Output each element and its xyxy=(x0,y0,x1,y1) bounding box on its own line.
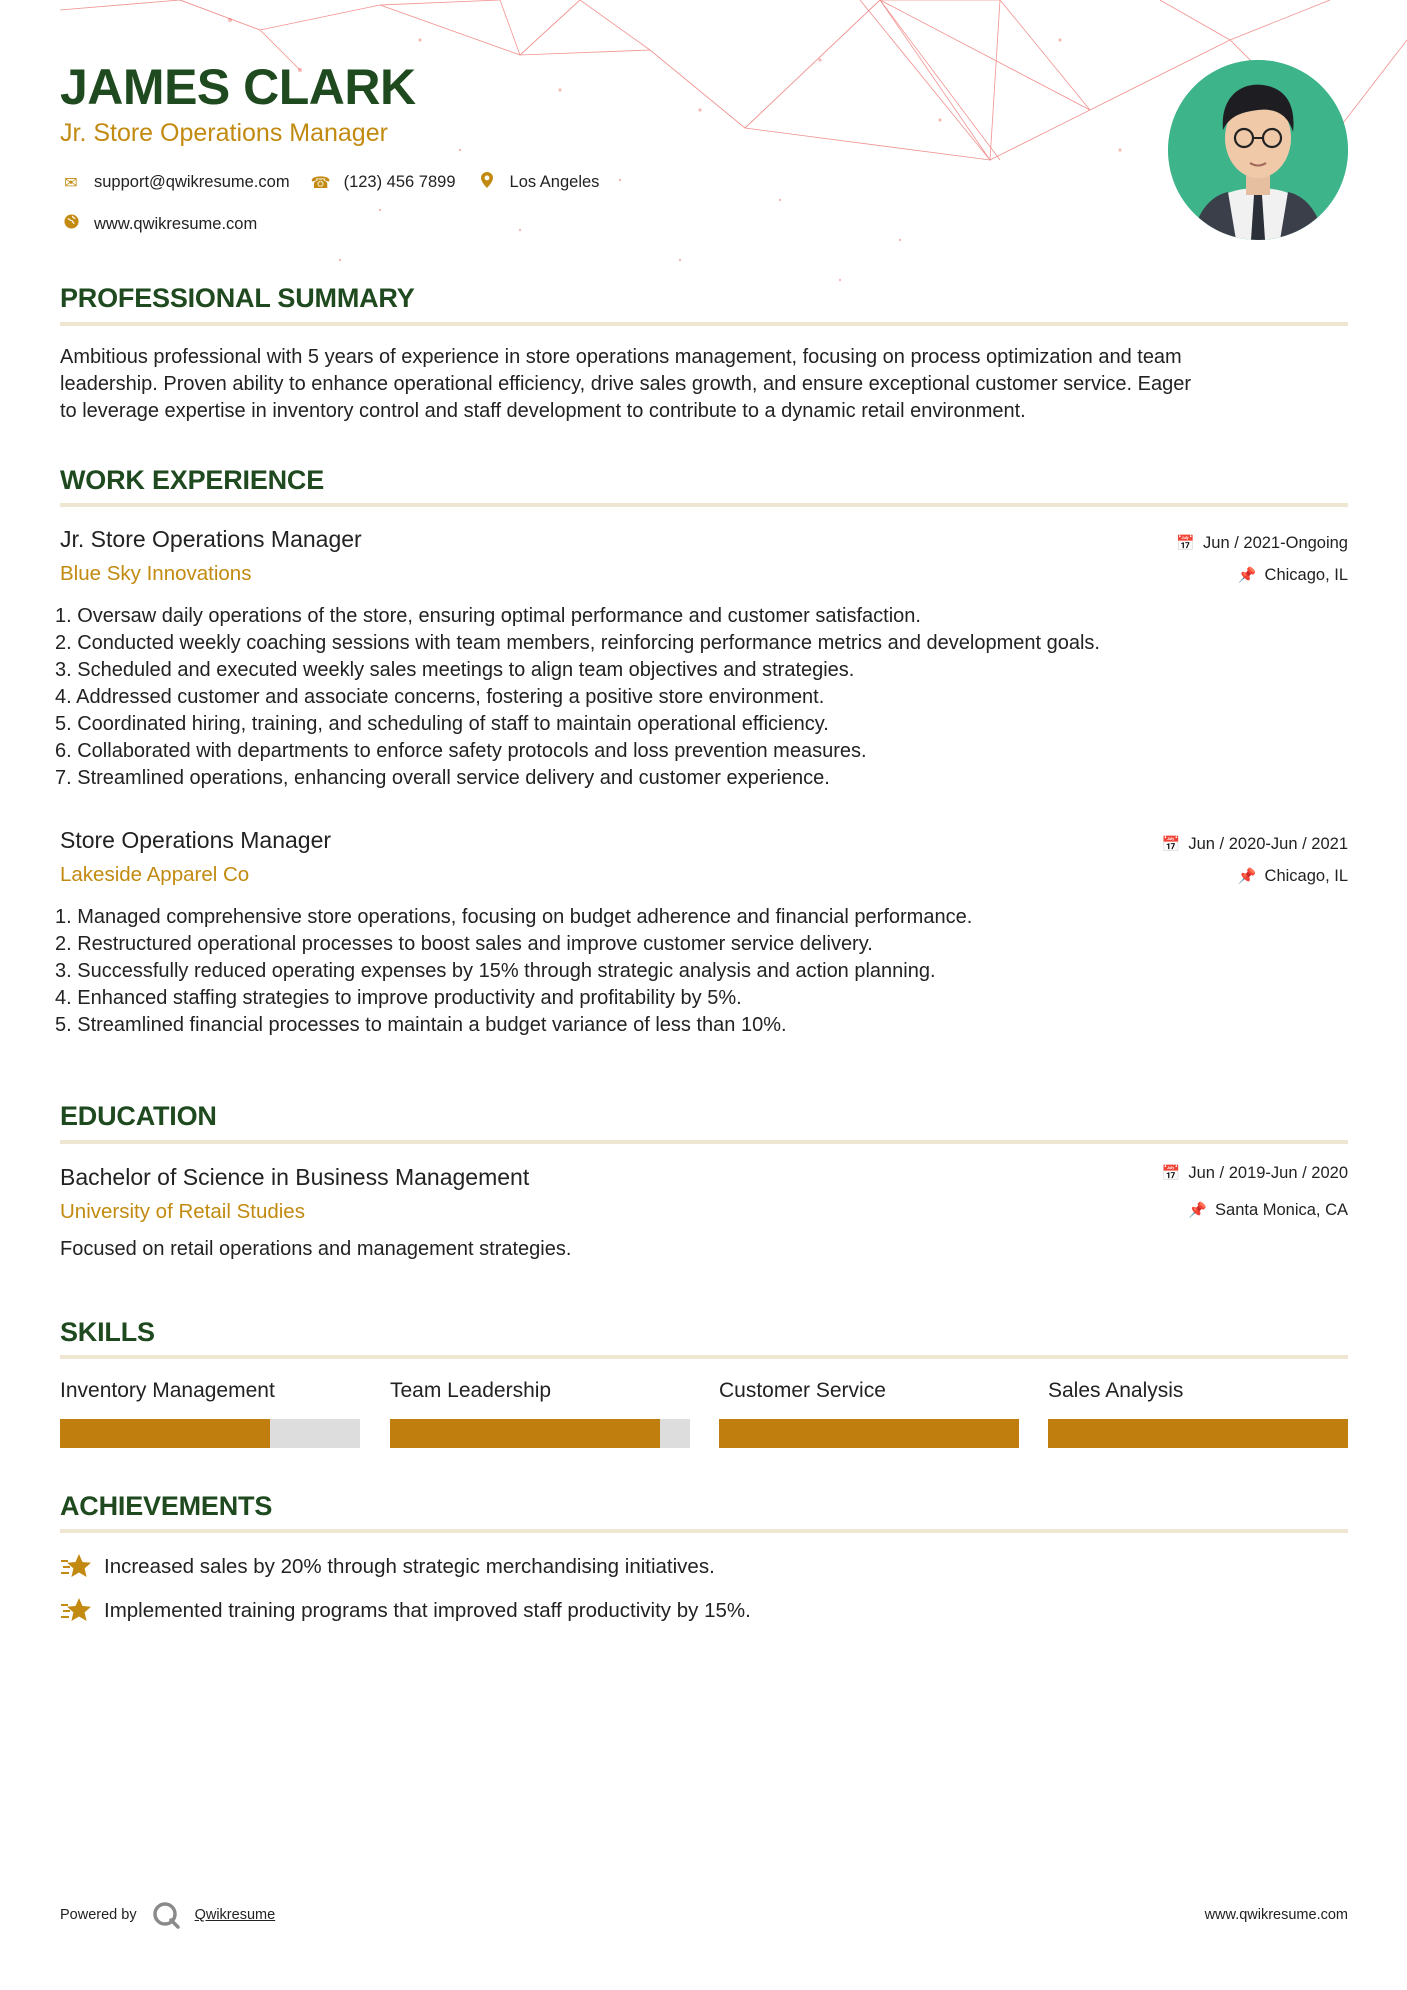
achievement-text: Increased sales by 20% through strategic merchandising initiatives. xyxy=(104,1555,715,1578)
skill-item xyxy=(60,1380,360,1448)
job-responsibilities xyxy=(55,904,1355,1039)
list-item: 7. Streamlined operations, enhancing overall service delivery and customer experience. xyxy=(55,767,830,789)
skills-heading: SKILLS xyxy=(60,1317,155,1347)
skill-name: Sales Analysis xyxy=(1048,1379,1184,1402)
job-company: Lakeside Apparel Co xyxy=(60,863,250,886)
location-text: Los Angeles xyxy=(509,173,600,191)
skill-bar-fill xyxy=(719,1419,1019,1448)
achievements-heading: ACHIEVEMENTS xyxy=(60,1491,273,1521)
summary-heading: PROFESSIONAL SUMMARY xyxy=(60,283,415,313)
achievement-item xyxy=(60,1596,751,1626)
footer-website[interactable]: www.qwikresume.com xyxy=(1204,1907,1348,1923)
skill-bar-fill xyxy=(1048,1419,1348,1448)
footer-powered-by xyxy=(60,1900,275,1930)
list-item: 1. Managed comprehensive store operations, focusing on budget adherence and financial performance. xyxy=(55,906,973,928)
map-pin-icon xyxy=(476,172,498,193)
experience-divider xyxy=(60,503,1348,507)
pushpin-icon: 📌 xyxy=(1188,1201,1208,1219)
powered-by-label: Powered by xyxy=(60,1907,137,1923)
job-title: Jr. Store Operations Manager xyxy=(60,526,362,552)
education-school: University of Retail Studies xyxy=(60,1200,305,1223)
skill-item xyxy=(1048,1380,1348,1448)
contact-row-secondary xyxy=(60,214,277,234)
job-location-text: Chicago, IL xyxy=(1264,867,1348,885)
job-location xyxy=(1238,567,1348,584)
website-text: www.qwikresume.com xyxy=(94,214,258,233)
list-item: 5. Streamlined financial processes to maintain a budget variance of less than 10%. xyxy=(55,1014,787,1036)
list-item: 2. Conducted weekly coaching sessions with team members, reinforcing performance metrics and development goals. xyxy=(55,632,1100,654)
job-title: Store Operations Manager xyxy=(60,827,332,853)
skill-bar-track xyxy=(60,1419,360,1448)
skill-name: Inventory Management xyxy=(60,1379,275,1402)
email-text: support@qwikresume.com xyxy=(94,173,290,191)
job-responsibilities xyxy=(55,603,1355,792)
job-company: Blue Sky Innovations xyxy=(60,562,252,585)
list-item: 3. Scheduled and executed weekly sales meetings to align team objectives and strategies. xyxy=(55,659,855,681)
pushpin-icon: 📌 xyxy=(1237,566,1257,584)
list-item: 5. Coordinated hiring, training, and scheduling of staff to maintain operational efficiency. xyxy=(55,713,829,735)
skill-bar-fill xyxy=(390,1419,660,1448)
star-icon xyxy=(60,1596,92,1626)
achievement-item xyxy=(60,1552,715,1582)
skill-name: Team Leadership xyxy=(390,1379,552,1402)
job-location-text: Chicago, IL xyxy=(1264,566,1348,584)
education-location xyxy=(1188,1202,1348,1219)
summary-line: to leverage expertise in inventory control and staff development to contribute to a dynamic retail environment. xyxy=(60,400,1026,422)
skill-item xyxy=(719,1380,1019,1448)
achievement-text: Implemented training programs that improved staff productivity by 15%. xyxy=(104,1599,751,1622)
contact-row-primary xyxy=(60,172,619,193)
job-dates xyxy=(1176,535,1348,552)
phone-text: (123) 456 7899 xyxy=(343,173,456,191)
list-item: 4. Enhanced staffing strategies to improve productivity and profitability by 5%. xyxy=(55,987,742,1009)
summary-line: Ambitious professional with 5 years of experience in store operations management, focusing on process optimization and team xyxy=(60,346,1182,368)
skill-item xyxy=(390,1380,690,1448)
education-degree: Bachelor of Science in Business Management xyxy=(60,1164,530,1190)
list-item: 2. Restructured operational processes to boost sales and improve customer service delivery. xyxy=(55,933,873,955)
qwikresume-logo-icon xyxy=(151,1900,181,1930)
list-item: 3. Successfully reduced operating expenses by 15% through strategic analysis and action planning. xyxy=(55,960,936,982)
skill-bar-track xyxy=(390,1419,690,1448)
list-item: 1. Oversaw daily operations of the store, ensuring optimal performance and customer satisfaction. xyxy=(55,605,921,627)
contact-location xyxy=(476,172,600,193)
envelope-icon: ✉ xyxy=(64,174,78,192)
star-icon xyxy=(60,1552,92,1582)
globe-icon xyxy=(60,214,82,234)
list-item: 4. Addressed customer and associate concerns, fostering a positive store environment. xyxy=(55,686,825,708)
job-location xyxy=(1238,868,1348,885)
education-location-text: Santa Monica, CA xyxy=(1215,1201,1348,1219)
education-divider xyxy=(60,1140,1348,1144)
skill-bar-fill xyxy=(60,1419,270,1448)
education-description: Focused on retail operations and management strategies. xyxy=(60,1238,572,1260)
skill-name: Customer Service xyxy=(719,1379,886,1402)
skill-bar-track xyxy=(719,1419,1019,1448)
skills-divider xyxy=(60,1355,1348,1359)
calendar-icon: 📅 xyxy=(1161,835,1181,853)
education-dates xyxy=(1162,1165,1348,1182)
job-dates-text: Jun / 2021-Ongoing xyxy=(1203,534,1348,552)
education-dates-text: Jun / 2019-Jun / 2020 xyxy=(1188,1164,1348,1182)
candidate-title: Jr. Store Operations Manager xyxy=(60,119,388,147)
job-dates-text: Jun / 2020-Jun / 2021 xyxy=(1188,835,1348,853)
calendar-icon: 📅 xyxy=(1176,534,1196,552)
summary-divider xyxy=(60,322,1348,326)
profile-photo xyxy=(1168,60,1348,240)
candidate-name: JAMES CLARK xyxy=(60,59,416,115)
contact-phone[interactable] xyxy=(310,173,456,193)
contact-website[interactable] xyxy=(60,214,257,234)
summary-line: leadership. Proven ability to enhance operational efficiency, drive sales growth, and ensure exceptional customer service. Eager xyxy=(60,373,1192,395)
phone-icon: ☎ xyxy=(310,174,331,192)
calendar-icon: 📅 xyxy=(1161,1164,1181,1182)
achievements-divider xyxy=(60,1529,1348,1533)
qwikresume-link[interactable]: Qwikresume xyxy=(194,1907,276,1923)
pushpin-icon: 📌 xyxy=(1237,867,1257,885)
job-dates xyxy=(1162,836,1348,853)
summary-text xyxy=(60,344,1348,425)
education-heading: EDUCATION xyxy=(60,1101,217,1131)
contact-email[interactable] xyxy=(60,173,290,193)
list-item: 6. Collaborated with departments to enforce safety protocols and loss prevention measures. xyxy=(55,740,867,762)
skill-bar-track xyxy=(1048,1419,1348,1448)
experience-heading: WORK EXPERIENCE xyxy=(60,465,325,495)
